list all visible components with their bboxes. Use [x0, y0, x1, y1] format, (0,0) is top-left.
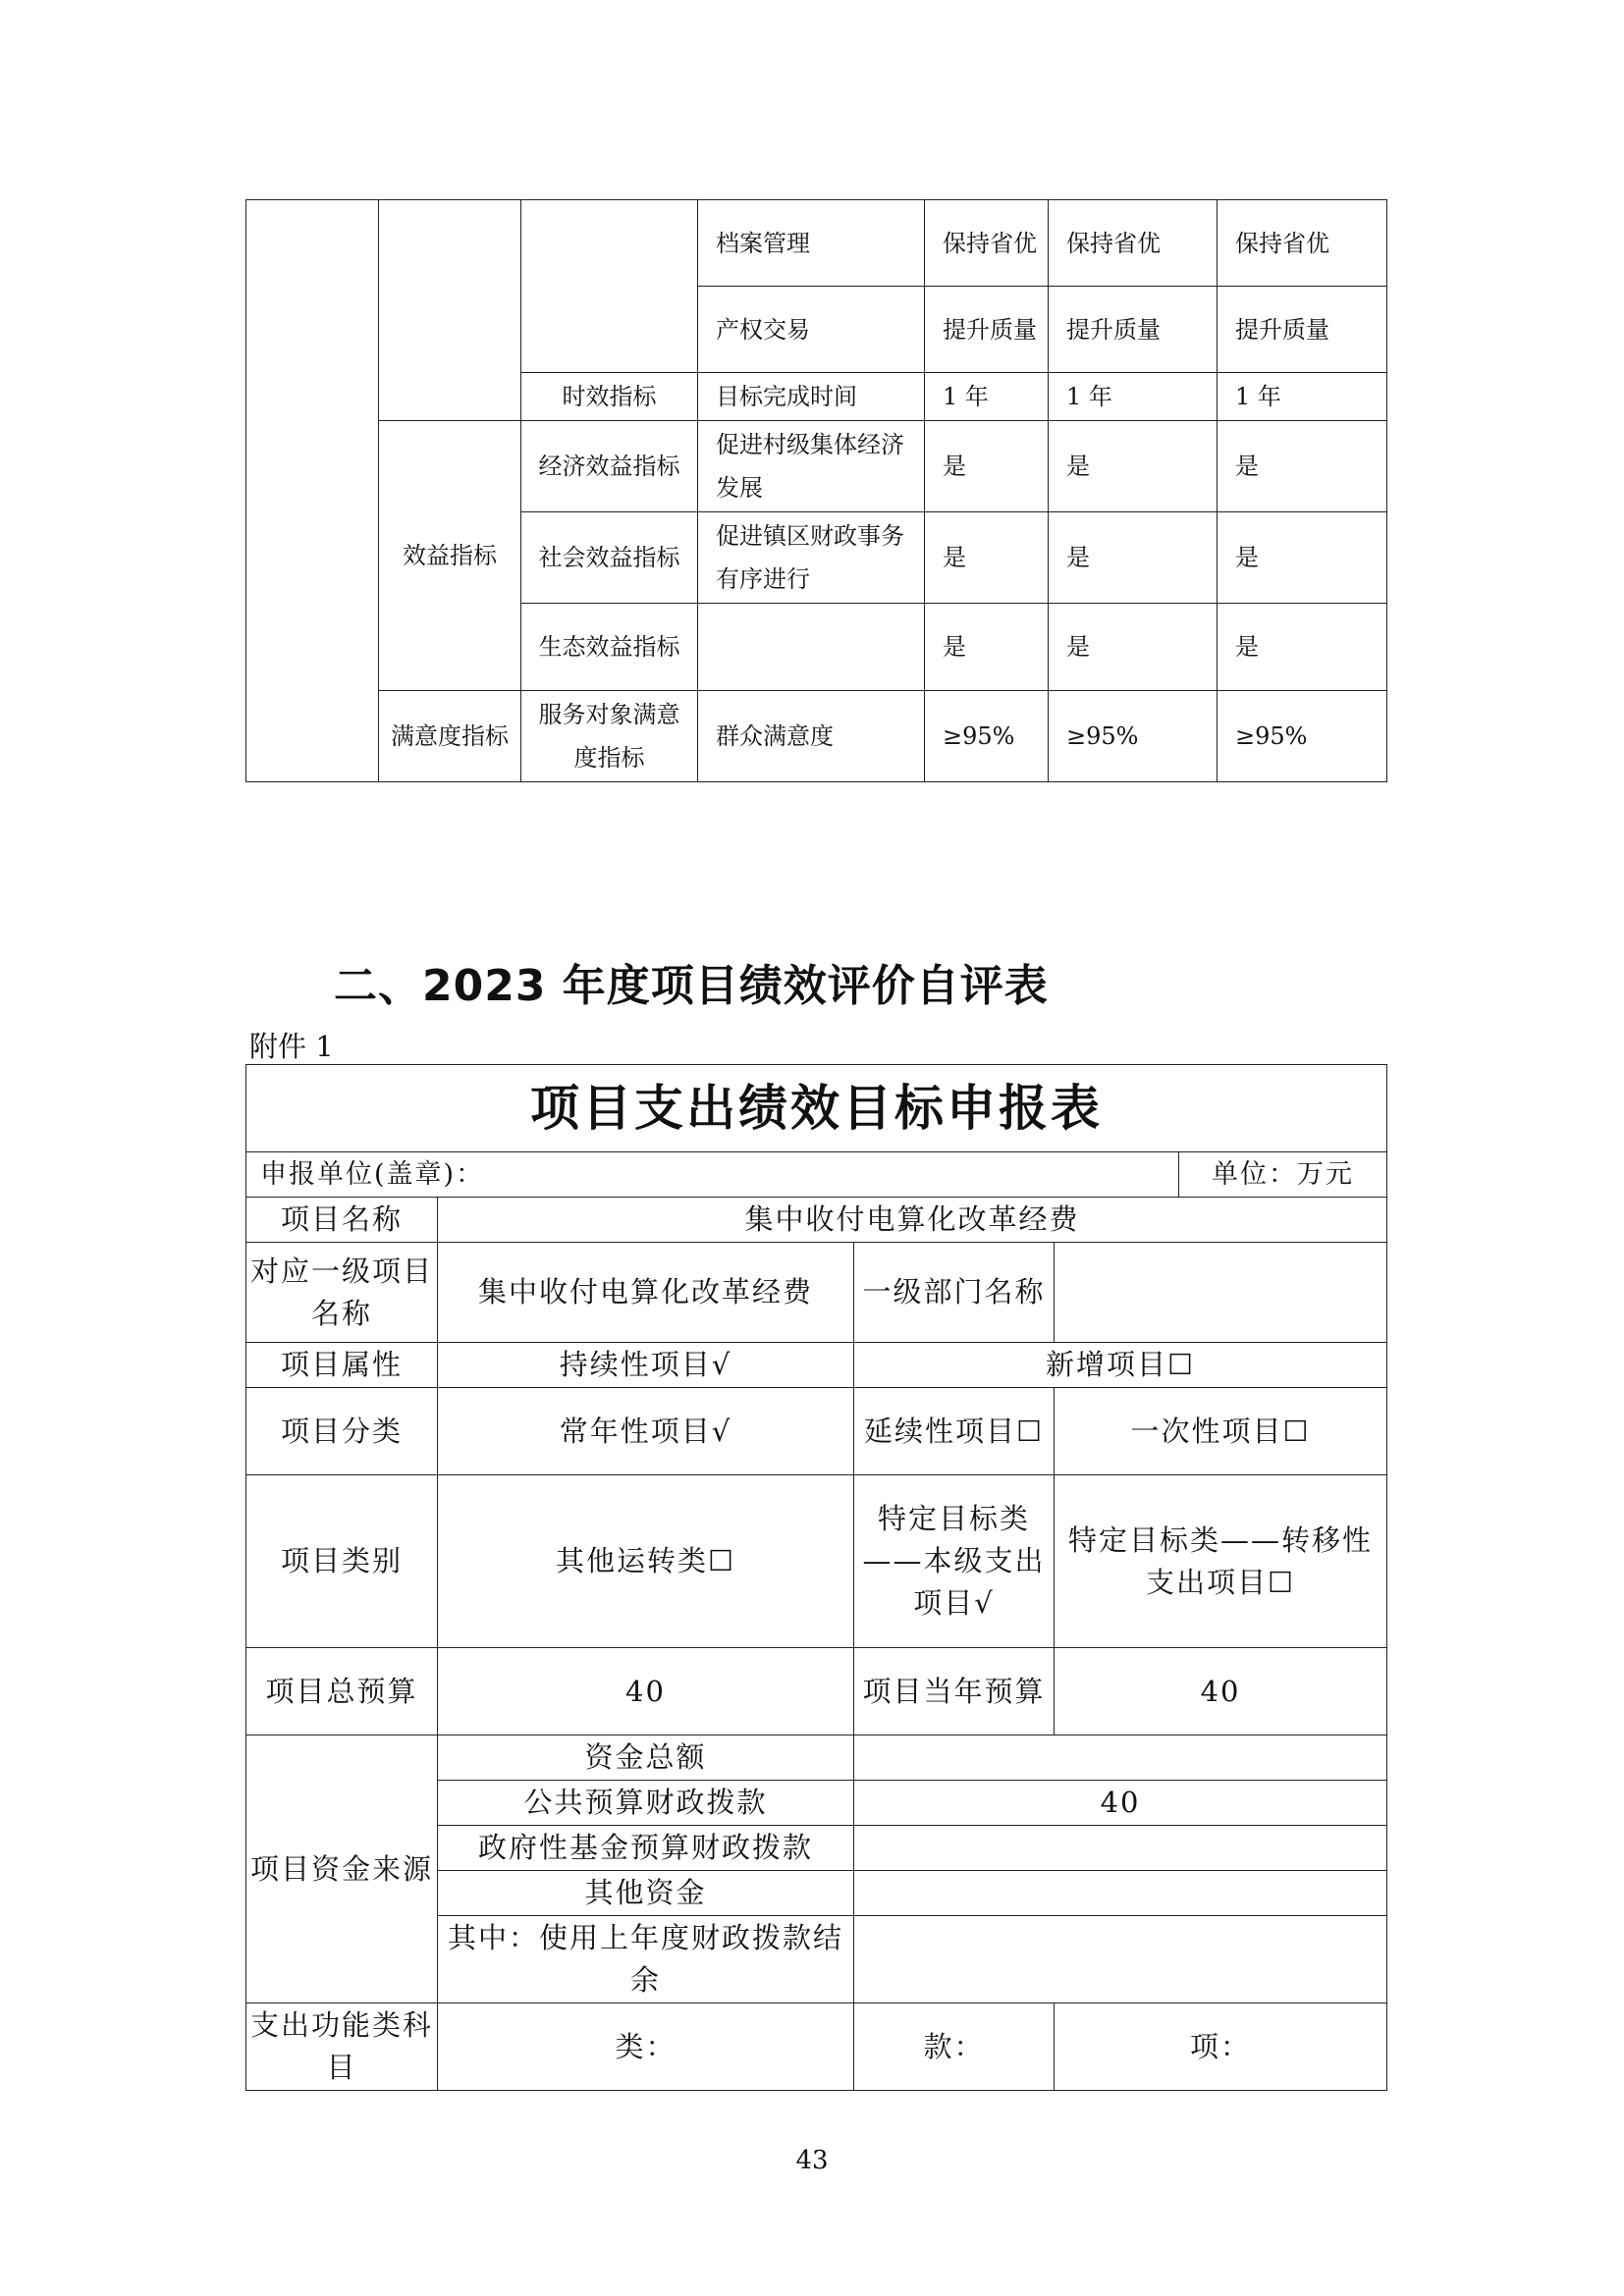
target-value: 保持省优: [1049, 200, 1218, 287]
indicator-category: 服务对象满意度指标: [521, 691, 698, 782]
funding-row-label: 公共预算财政拨款: [438, 1781, 854, 1826]
target-value: 是: [1218, 512, 1387, 604]
type-other: 其他运转类☐: [438, 1475, 854, 1648]
funding-row-value: 40: [854, 1781, 1387, 1826]
table1-blank-level3: [521, 200, 698, 373]
function-section: 款：: [854, 2003, 1055, 2091]
level1-project-value: 集中收付电算化改革经费: [438, 1243, 854, 1343]
indicator-category: 时效指标: [521, 373, 698, 421]
funding-row-label: 政府性基金预算财政拨款: [438, 1826, 854, 1871]
funding-row-label: 其他资金: [438, 1871, 854, 1916]
type-specific-transfer: 特定目标类——转移性支出项目☐: [1055, 1475, 1387, 1648]
target-value: 1 年: [925, 373, 1049, 421]
attachment-label: 附件 1: [249, 1030, 334, 1063]
target-value: 保持省优: [925, 200, 1049, 287]
attribute-label: 项目属性: [246, 1343, 438, 1388]
indicator-name: [698, 604, 925, 691]
function-class-label: 支出功能类科目: [246, 2003, 438, 2091]
indicator-name: 群众满意度: [698, 691, 925, 782]
level1-dept-value: [1055, 1243, 1387, 1343]
table1-blank-level2: [379, 200, 521, 421]
target-value: 是: [1049, 604, 1218, 691]
attribute-continuing: 持续性项目√: [438, 1343, 854, 1388]
function-item: 项：: [1055, 2003, 1387, 2091]
funding-row-label: 资金总额: [438, 1735, 854, 1781]
target-value: 1 年: [1049, 373, 1218, 421]
indicator-group: 效益指标: [379, 421, 521, 691]
funding-row-value: [854, 1735, 1387, 1781]
target-value: 是: [925, 421, 1049, 512]
target-value: 保持省优: [1218, 200, 1387, 287]
project-name-value: 集中收付电算化改革经费: [438, 1198, 1387, 1243]
target-value: ≥95%: [925, 691, 1049, 782]
category-regular: 常年性项目√: [438, 1388, 854, 1475]
indicator-table: [245, 199, 1387, 782]
function-class: 类：: [438, 2003, 854, 2091]
indicator-category: 生态效益指标: [521, 604, 698, 691]
performance-target-form: [245, 1064, 1387, 2091]
form-title: 项目支出绩效目标申报表: [246, 1065, 1387, 1152]
funding-source-label: 项目资金来源: [246, 1735, 438, 2003]
target-value: ≥95%: [1218, 691, 1387, 782]
attribute-new: 新增项目☐: [854, 1343, 1387, 1388]
table1-blank-level1: [246, 200, 379, 782]
target-value: 是: [1218, 604, 1387, 691]
target-value: 1 年: [1218, 373, 1387, 421]
category-onetime: 一次性项目☐: [1055, 1388, 1387, 1475]
funding-row-value: [854, 1826, 1387, 1871]
category-label: 项目分类: [246, 1388, 438, 1475]
funding-row-value: [854, 1916, 1387, 2003]
page-number: 43: [795, 2146, 829, 2175]
indicator-category: 社会效益指标: [521, 512, 698, 604]
level1-project-label: 对应一级项目名称: [246, 1243, 438, 1343]
section-heading: 二、2023 年度项目绩效评价自评表: [334, 961, 1049, 1011]
current-budget-label: 项目当年预算: [854, 1648, 1055, 1735]
target-value: 提升质量: [1218, 287, 1387, 373]
indicator-name: 促进镇区财政事务有序进行: [698, 512, 925, 604]
level1-dept-label: 一级部门名称: [854, 1243, 1055, 1343]
funding-row-value: [854, 1871, 1387, 1916]
target-value: 提升质量: [1049, 287, 1218, 373]
total-budget-value: 40: [438, 1648, 854, 1735]
target-value: 是: [1049, 512, 1218, 604]
type-label: 项目类别: [246, 1475, 438, 1648]
category-extended: 延续性项目☐: [854, 1388, 1055, 1475]
unit-label: 单位：万元: [1179, 1152, 1387, 1198]
type-specific-self: 特定目标类——本级支出项目√: [854, 1475, 1055, 1648]
applicant-unit-label: 申报单位(盖章)：: [246, 1152, 1179, 1198]
indicator-group: 满意度指标: [379, 691, 521, 782]
target-value: ≥95%: [1049, 691, 1218, 782]
indicator-name: 目标完成时间: [698, 373, 925, 421]
target-value: 是: [1049, 421, 1218, 512]
target-value: 提升质量: [925, 287, 1049, 373]
funding-row-label: 其中：使用上年度财政拨款结余: [438, 1916, 854, 2003]
target-value: 是: [1218, 421, 1387, 512]
project-name-label: 项目名称: [246, 1198, 438, 1243]
current-budget-value: 40: [1055, 1648, 1387, 1735]
indicator-name: 档案管理: [698, 200, 925, 287]
indicator-name: 产权交易: [698, 287, 925, 373]
target-value: 是: [925, 512, 1049, 604]
total-budget-label: 项目总预算: [246, 1648, 438, 1735]
indicator-category: 经济效益指标: [521, 421, 698, 512]
indicator-name: 促进村级集体经济发展: [698, 421, 925, 512]
target-value: 是: [925, 604, 1049, 691]
